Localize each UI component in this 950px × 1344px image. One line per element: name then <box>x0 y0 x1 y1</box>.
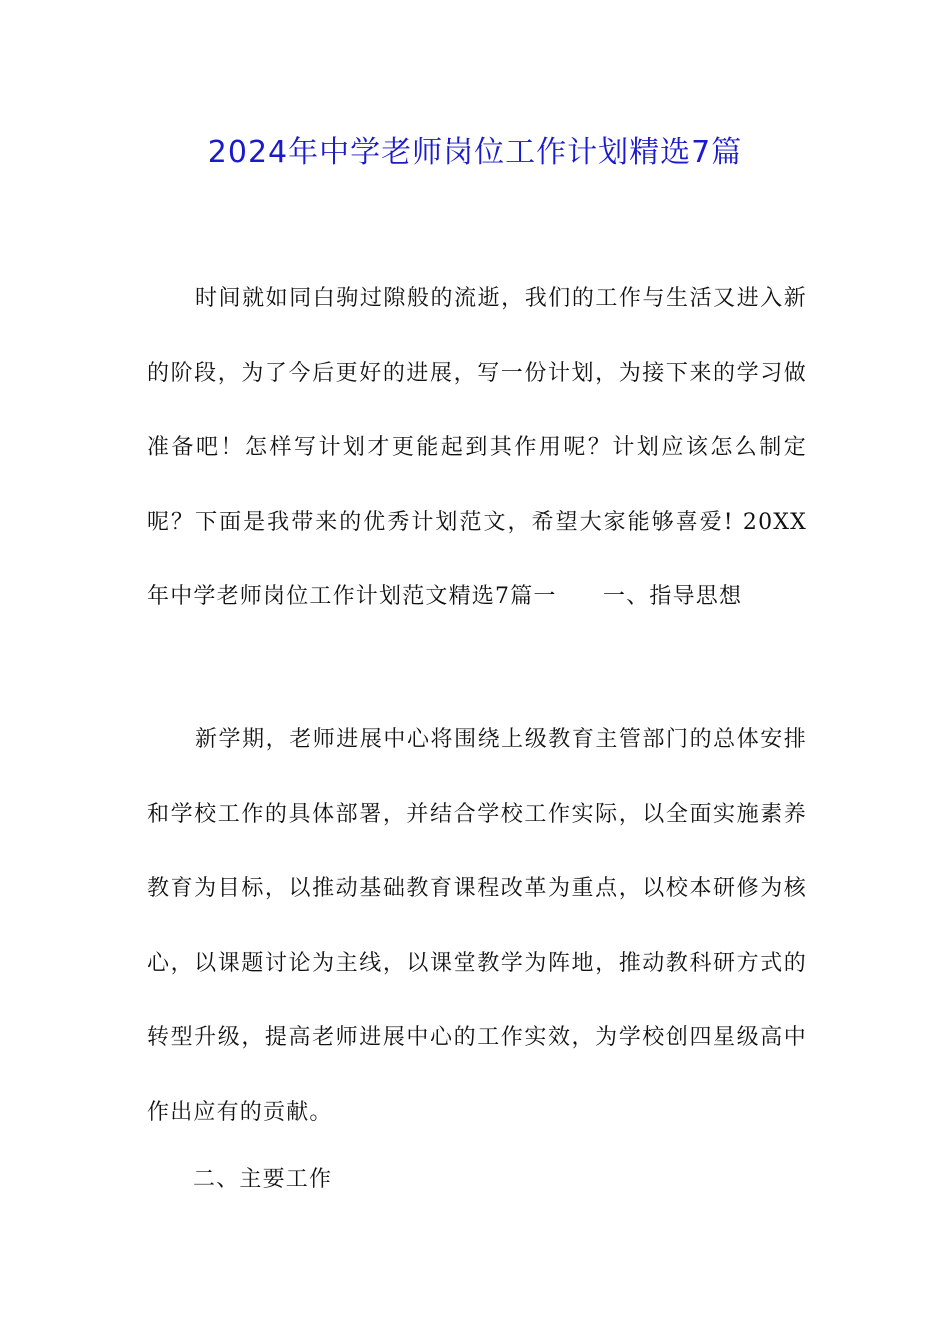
intro-paragraph: 时间就如同白驹过隙般的流逝，我们的工作与生活又进入新的阶段，为了今后更好的进展，写一份计划，为接下来的学习做准备吧！怎样写计划才更能起到其作用呢？计划应该怎么制定呢？下面是我带来的优秀计划范文，希望大家能够喜爱! 20XX年中学老师岗位工作计划范文精选7篇一 一、指导思想 <box>147 286 807 609</box>
guiding-ideology-paragraph: 新学期，老师进展中心将围绕上级教育主管部门的总体安排和学校工作的具体部署，并结合学校工作实际，以全面实施素养教育为目标，以推动基础教育课程改革为重点，以校本研修为核心，以课题讨论为主线，以课堂教学为阵地，推动教科研方式的转型升级，提高老师进展中心的工作实效，为学校创四星级高中作出应有的贡献。 <box>147 727 807 1125</box>
section-heading-main-work: 二、主要工作 <box>193 1167 333 1192</box>
document-title: 2024年中学老师岗位工作计划精选7篇 <box>207 135 743 170</box>
